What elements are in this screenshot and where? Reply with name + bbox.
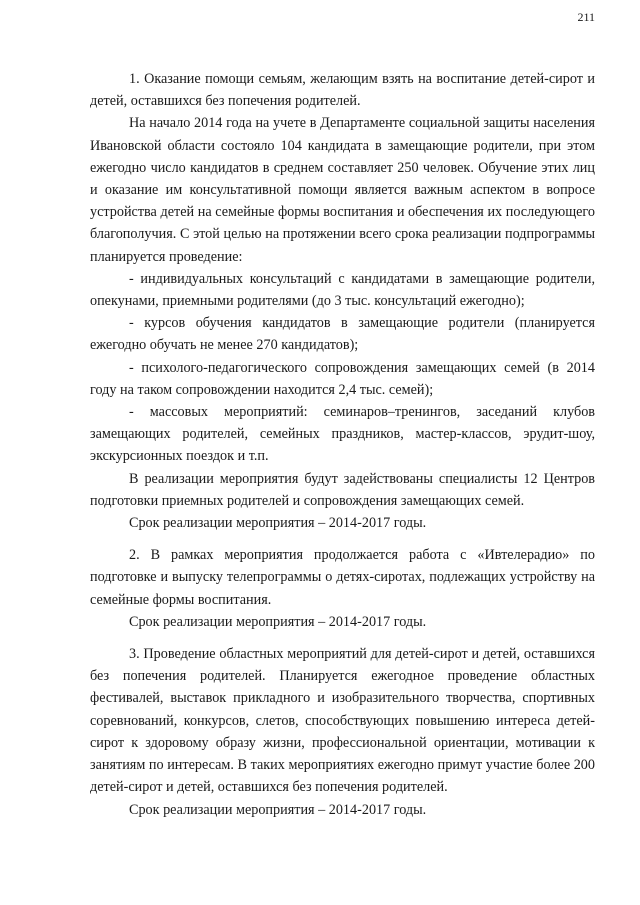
paragraph: 3. Проведение областных мероприятий для детей-сирот и детей, оставшихся без попечения родителей. Планируется ежегодное проведение областных фестивалей, выставок прикладного и изобразительного творчества, спортивных соревнований, конкурсов, слетов, способствующих повышению интереса детей-сирот к здоровому образу жизни, профессиональной ориентации, мотивации к занятиям по интересам. В таких мероприятиях ежегодно примут участие более 200 детей-сирот и детей, оставшихся без попечения родителей. [90, 646, 595, 796]
page-number: 211 [577, 10, 595, 24]
paragraph: В реализации мероприятия будут задействованы специалисты 12 Центров подготовки приемных родителей и сопровождения замещающих семей. [90, 470, 595, 509]
paragraph: - индивидуальных консультаций с кандидатами в замещающие родители, опекунами, приемными родителями (до 3 тыс. консультаций ежегодно); [90, 270, 595, 310]
document-body [90, 68, 595, 821]
paragraph: 2. В рамках мероприятия продолжается работа с «Ивтелерадио» по подготовке и выпуску телепрограммы о детях-сиротах, подлежащих устройству на семейные формы воспитания. [90, 547, 595, 608]
paragraph: На начало 2014 года на учете в Департаменте социальной защиты населения Ивановской области состояло 104 кандидата в замещающие родители, при этом ежегодно число кандидатов в среднем составляет 250 человек. Обучение этих лиц и оказание им консультативной помощи является важным аспектом в вопросе устройства детей на семейные формы воспитания и обеспечения их последующего благополучия. С этой целью на протяжении всего срока реализации подпрограммы планируется проведение: [90, 115, 595, 265]
paragraph: - курсов обучения кандидатов в замещающие родители (планируется ежегодно обучать не менее 270 кандидатов); [90, 315, 595, 354]
paragraph: 1. Оказание помощи семьям, желающим взять на воспитание детей-сирот и детей, оставшихся без попечения родителей. [90, 71, 595, 110]
paragraph: Срок реализации мероприятия – 2014-2017 годы. [129, 613, 427, 630]
paragraph: - психолого-педагогического сопровождения замещающих семей (в 2014 году на таком сопровождении находится 2,4 тыс. семей); [90, 359, 595, 398]
paragraph: - массовых мероприятий: семинаров–тренингов, заседаний клубов замещающих родителей, семейных праздников, мастер-классов, эрудит-шоу, экскурсионных поездок и т.п. [90, 404, 595, 465]
paragraph: Срок реализации мероприятия – 2014-2017 годы. [129, 515, 427, 532]
paragraph: Срок реализации мероприятия – 2014-2017 годы. [129, 801, 427, 818]
